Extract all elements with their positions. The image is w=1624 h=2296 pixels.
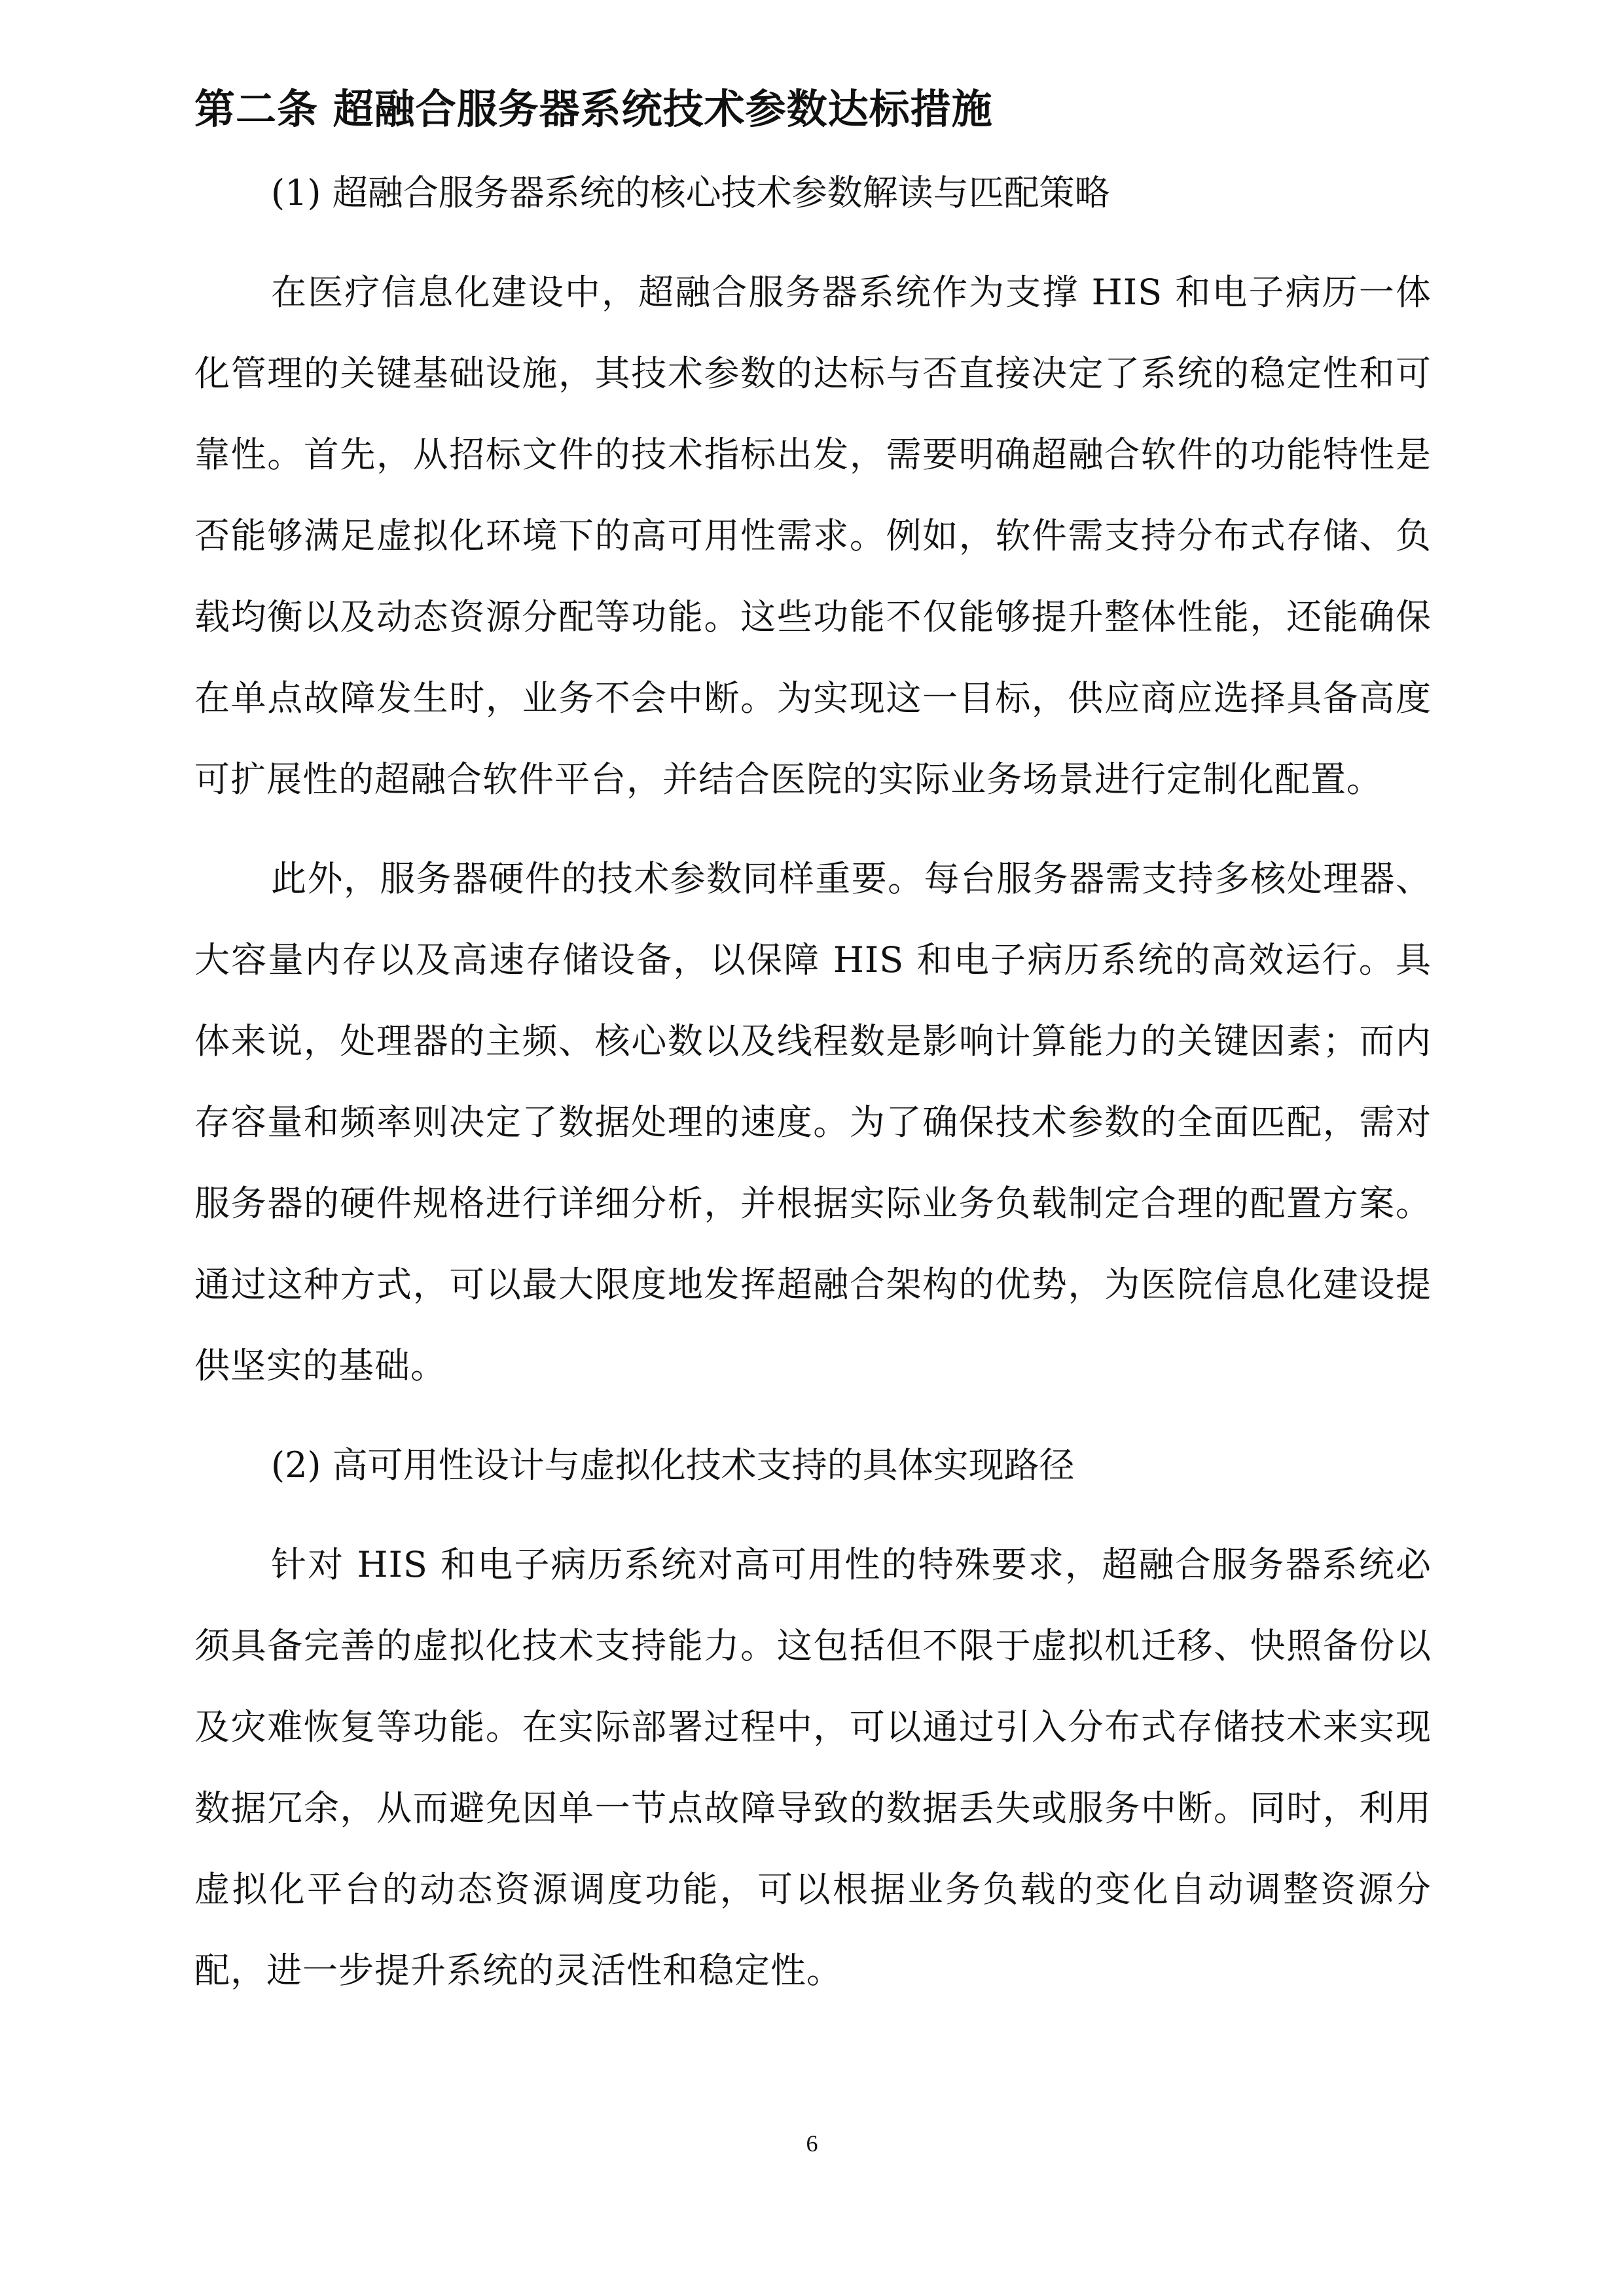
page-number: 6 — [806, 2130, 818, 2157]
section-1-paragraph-1: 在医疗信息化建设中，超融合服务器系统作为支撑 HIS 和电子病历一体化管理的关键基础设施，其技术参数的达标与否直接决定了系统的稳定性和可靠性。首先，从招标文件的技术指标出发，需要明确超融合软件的功能特性是否能够满足虚拟化环境下的高可用性需求。例如，软件需支持分布式存储、负载均衡以及动态资源分配等功能。这些功能不仅能够提升整体性能，还能确保在单点故障发生时，业务不会中断。为实现这一目标，供应商应选择具备高度可扩展性的超融合软件平台，并结合医院的实际业务场景进行定制化配置。 — [194, 272, 1432, 800]
section-2-paragraph-1: 针对 HIS 和电子病历系统对高可用性的特殊要求，超融合服务器系统必须具备完善的虚拟化技术支持能力。这包括但不限于虚拟机迁移、快照备份以及灾难恢复等功能。在实际部署过程中，可以通过引入分布式存储技术来实现数据冗余，从而避免因单一节点故障导致的数据丢失或服务中断。同时，利用虚拟化平台的动态资源调度功能，可以根据业务负载的变化自动调整资源分配，进一步提升系统的灵活性和稳定性。 — [194, 1544, 1432, 1991]
section-1-paragraph-2: 此外，服务器硬件的技术参数同样重要。每台服务器需支持多核处理器、大容量内存以及高速存储设备，以保障 HIS 和电子病历系统的高效运行。具体来说，处理器的主频、核心数以及线程数是影响计算能力的关键因素；而内存容量和频率则决定了数据处理的速度。为了确保技术参数的全面匹配，需对服务器的硬件规格进行详细分析，并根据实际业务负载制定合理的配置方案。通过这种方式，可以最大限度地发挥超融合架构的优势，为医院信息化建设提供坚实的基础。 — [194, 858, 1432, 1386]
section-2-title: (2) 高可用性设计与虚拟化技术支持的具体实现路径 — [271, 1444, 1075, 1486]
article-heading: 第二条 超融合服务器系统技术参数达标措施 — [194, 85, 993, 133]
section-1-title: (1) 超融合服务器系统的核心技术参数解读与匹配策略 — [271, 172, 1110, 213]
page-content — [194, 69, 1432, 2030]
